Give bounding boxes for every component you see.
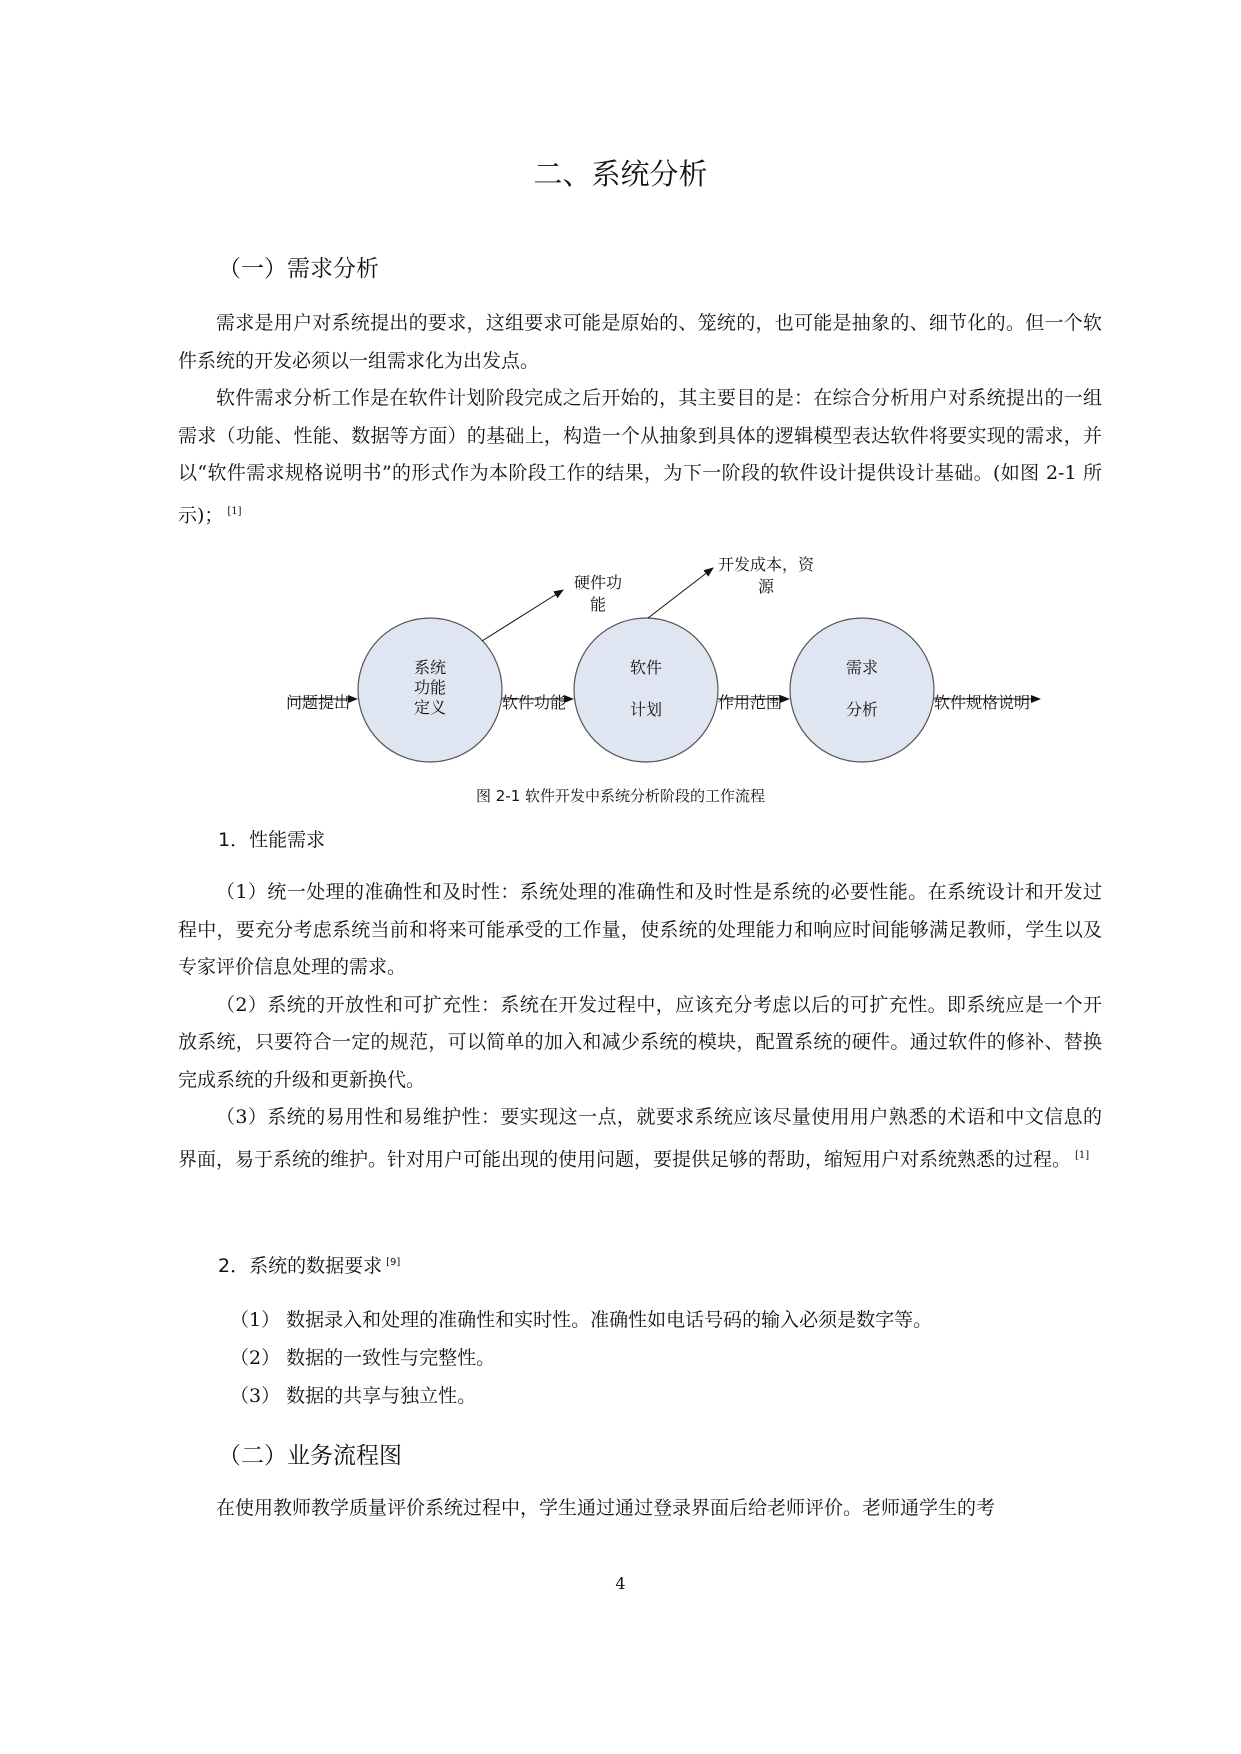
circle1-line2: 功能 <box>413 678 447 697</box>
subheading-data-requirements <box>218 1251 400 1278</box>
label-output: 软件规格说明 <box>934 693 1031 712</box>
business-flow-text <box>178 1490 1102 1528</box>
figure-caption: 图 2-1 软件开发中系统分析阶段的工作流程 <box>475 787 766 805</box>
label-hardware-line1: 硬件功 <box>573 573 623 592</box>
citation: [9] <box>386 1256 401 1268</box>
workflow-diagram <box>0 540 1241 780</box>
paragraph: （2）系统的开放性和可扩充性：系统在开发过程中，应该充分考虑以后的可扩充性。即系统应是一个开放系统，只要符合一定的规范，可以简单的加入和减少系统的模块，配置系统的硬件。通过软件的修补、替换完成系统的升级和更新换代。 <box>178 993 1102 1091</box>
requirements-text <box>178 305 1102 534</box>
label-software-function: 软件功能 <box>502 693 567 712</box>
paragraph: 需求是用户对系统提出的要求，这组要求可能是原始的、笼统的，也可能是抽象的、细节化的。但一个软件系统的开发必须以一组需求化为出发点。 <box>178 312 1102 372</box>
section-heading-requirements: （一）需求分析 <box>218 256 379 282</box>
circle1-line1: 系统 <box>413 658 447 677</box>
paragraph: 在使用教师教学质量评价系统过程中，学生通过通过登录界面后给老师评价。老师通学生的考 <box>216 1497 996 1519</box>
citation: [1] <box>1075 1149 1090 1161</box>
page-title: 二、系统分析 <box>533 157 708 191</box>
citation: [1] <box>227 505 242 517</box>
circle-software-plan <box>574 618 718 762</box>
arrow-hardware <box>482 590 563 641</box>
label-scope: 作用范围 <box>718 693 783 712</box>
paragraph <box>178 1099 1102 1178</box>
label-input: 问题提出 <box>286 693 351 712</box>
subheading-text: 2．系统的数据要求 <box>218 1255 383 1277</box>
page-number: 4 <box>615 1574 626 1593</box>
circle3-line2: 分析 <box>845 700 879 719</box>
paragraph-text: （3）系统的易用性和易维护性：要实现这一点，就要求系统应该尽量使用用户熟悉的术语和中文信息的界面，易于系统的维护。针对用户可能出现的使用问题，要提供足够的帮助，缩短用户对系统熟悉的过程。 <box>178 1106 1102 1170</box>
label-cost-line2: 源 <box>757 577 775 596</box>
list-item: （1） 数据录入和处理的准确性和实时性。准确性如电话号码的输入必须是数字等。 <box>230 1309 933 1331</box>
paragraph <box>178 380 1102 534</box>
paragraph: （1）统一处理的准确性和及时性：系统处理的准确性和及时性是系统的必要性能。在系统设计和开发过程中，要充分考虑系统当前和将来可能承受的工作量，使系统的处理能力和响应时间能够满足教师，学生以及专家评价信息处理的需求。 <box>178 881 1102 978</box>
paragraph-text: 软件需求分析工作是在软件计划阶段完成之后开始的，其主要目的是：在综合分析用户对系统提出的一组需求（功能、性能、数据等方面）的基础上，构造一个从抽象到具体的逻辑模型表达软件将要实现的需求，并以“软件需求规格说明书”的形式作为本阶段工作的结果，为下一阶段的软件设计提供设计基础。(如图 2-1 所示)； <box>178 387 1102 526</box>
list-item: （3） 数据的共享与独立性。 <box>230 1385 477 1407</box>
performance-text <box>178 874 1102 1178</box>
circle2-line1: 软件 <box>629 658 663 677</box>
circle-requirements-analysis <box>790 618 934 762</box>
arrow-cost <box>648 568 713 618</box>
circle2-line2: 计划 <box>629 700 663 719</box>
label-hardware-line2: 能 <box>589 595 607 614</box>
circle3-line1: 需求 <box>845 658 879 677</box>
circle1-line3: 定义 <box>413 698 447 717</box>
list-item: （2） 数据的一致性与完整性。 <box>230 1347 496 1369</box>
section-heading-business-flow: （二）业务流程图 <box>218 1443 402 1469</box>
label-cost-line1: 开发成本，资 <box>717 555 815 574</box>
subheading-performance: 1．性能需求 <box>218 829 326 851</box>
